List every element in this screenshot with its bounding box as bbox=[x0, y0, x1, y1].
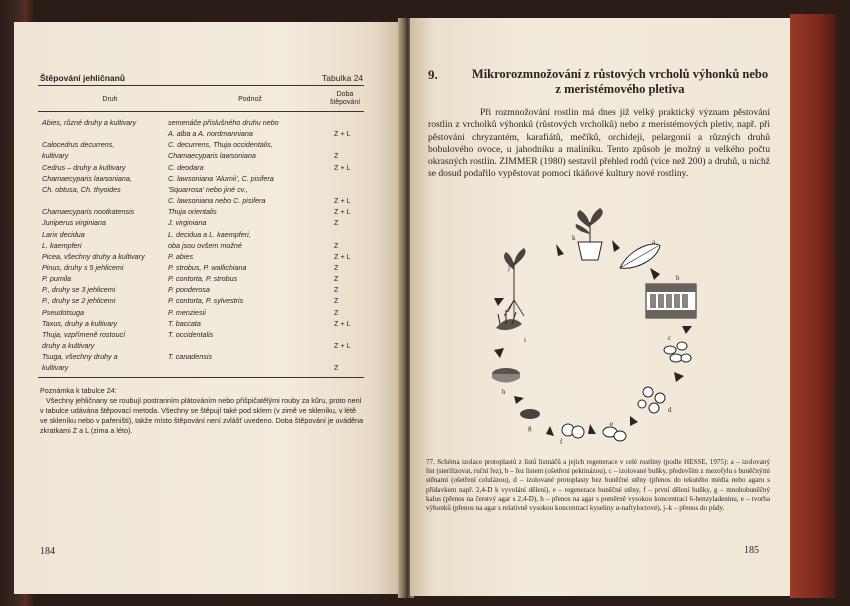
species-cell: Juniperus virginiana bbox=[42, 218, 106, 228]
grafting-time-cell: Z bbox=[334, 240, 339, 250]
diagram-label: h bbox=[502, 388, 506, 396]
table-row bbox=[38, 284, 364, 295]
species-cell: Calocedrus decurrens, bbox=[42, 140, 115, 150]
rootstock-cell: A. alba a A. nordmanniana bbox=[168, 129, 253, 139]
leaf-illustration bbox=[620, 244, 660, 268]
grafting-time-cell: Z bbox=[334, 363, 339, 373]
protoplast-regeneration-diagram bbox=[470, 200, 710, 450]
rootstock-cell: T. baccata bbox=[168, 318, 201, 328]
protoplasts-illustration bbox=[638, 387, 665, 413]
grafting-time-cell: Z bbox=[334, 274, 339, 284]
agar-transfer-illustration bbox=[492, 368, 520, 383]
rootstock-cell: semenáče příslušného druhu nebo bbox=[168, 118, 279, 127]
diagram-label: k bbox=[572, 234, 576, 242]
species-cell: L. kaempferi bbox=[42, 240, 82, 250]
table-row bbox=[38, 329, 364, 340]
rootstock-cell: Thuja orientalis bbox=[168, 207, 217, 217]
figure-caption: 77. Schéma izolace protoplastů z listů listnáčů a jejich regenerace v celé rostliny (podle HESSE, 1975): a – izolovaný list (sterilizovat, ruční řez), b – řez listem (ošetření pektinázou), c – izolované buňky, především z mezofylu s buněčnými stěnami (ošetření celulázou), d – izolované protoplasty bez buněčné stěny (přenos do tekutého média nebo agaru s přídavkem např. 2,4-D k vyvolání dělení), e – regenerace buněčné stěny, f – první dělení buňky, g – mnohobuněčný kalus (přenos na čerstvý agar s 2,4-D), h – přenos na agar s poměrně vysokou koncentrací 6-benzyladeninu, e – tvorba výhonků (přenos na agar s relativně vysokou koncentrací kyseliny α-naftyloctové), j–k – přenos do půdy. bbox=[426, 458, 770, 513]
diagram-label: c bbox=[668, 334, 672, 342]
rootstock-cell: C. decurrens, Thuja occidentalis, bbox=[168, 140, 273, 150]
species-cell: kultivary bbox=[42, 151, 69, 161]
grafting-time-cell: Z + L bbox=[334, 251, 351, 261]
species-cell: Pseudotsuga bbox=[42, 307, 84, 317]
page-number-left: 184 bbox=[40, 546, 55, 557]
table-row bbox=[38, 229, 364, 240]
species-cell: Chamaecyparis lawsoniana, bbox=[42, 173, 132, 183]
table-row bbox=[38, 273, 364, 284]
table-row bbox=[38, 217, 364, 228]
rootstock-cell: P. strobus, P. wallichiana bbox=[168, 262, 247, 272]
table-row bbox=[38, 150, 364, 161]
grafting-time-cell: Z bbox=[334, 151, 339, 161]
header-species: Druh bbox=[102, 96, 118, 103]
species-cell: Abies, různé druhy a kultivary bbox=[42, 118, 137, 127]
chapter-number: 9. bbox=[428, 67, 438, 82]
table-row bbox=[38, 307, 364, 318]
species-cell: Taxus, druhy a kultivary bbox=[42, 318, 118, 328]
header-rootstock: Podnož bbox=[238, 96, 262, 103]
potted-plant-illustration bbox=[576, 208, 603, 260]
rootstock-cell: T. canadensis bbox=[168, 352, 213, 362]
table-note bbox=[40, 386, 365, 436]
species-cell: Ch. obtusa, Ch. thyoides bbox=[42, 184, 121, 194]
callus-illustration bbox=[520, 409, 540, 419]
leaf-section-illustration bbox=[646, 284, 696, 318]
rootstock-cell: P. contorta, P. sylvestris bbox=[168, 296, 244, 306]
diagram-label: i bbox=[524, 336, 526, 344]
table-row bbox=[38, 262, 364, 273]
diagram-label: g bbox=[528, 424, 532, 432]
table-header-rule bbox=[38, 111, 364, 112]
table-bottom-rule bbox=[38, 377, 364, 378]
diagram-label: j bbox=[508, 264, 510, 272]
species-cell: Tsuga, všechny druhy a bbox=[42, 352, 118, 362]
rootstock-cell: oba jsou ovšem možné bbox=[168, 240, 242, 250]
grafting-time-cell: Z + L bbox=[334, 196, 351, 206]
page-number-right: 185 bbox=[744, 545, 759, 556]
species-cell: druhy a kultivary bbox=[42, 341, 95, 350]
plantlet-illustration bbox=[504, 248, 526, 318]
table-row bbox=[38, 351, 364, 362]
table-row bbox=[38, 195, 364, 206]
species-cell: kultivary bbox=[42, 363, 69, 373]
header-grafting-time: Doba štěpování bbox=[329, 91, 361, 106]
table-row bbox=[38, 117, 364, 128]
rootstock-cell: C. deodara bbox=[168, 162, 204, 172]
rootstock-cell: C. lawsoniana nebo C. pisifera bbox=[168, 196, 266, 206]
table-row bbox=[38, 139, 364, 150]
species-cell: Larix decidua bbox=[42, 229, 85, 239]
chapter-title: Mikrorozmnožování z růstových vrcholů výhonků nebo z meristémového pletiva bbox=[471, 67, 769, 96]
rootstock-cell: P. contorta, P. strobus bbox=[168, 274, 238, 284]
table-title: Štěpování jehličnanů bbox=[40, 73, 126, 83]
grafting-time-cell: Z + L bbox=[334, 162, 351, 172]
grafting-time-cell: Z + L bbox=[334, 207, 351, 217]
rootstock-cell: J. virginiana bbox=[168, 218, 207, 228]
table-number: Tabulka 24 bbox=[322, 73, 364, 83]
rootstock-cell: P. menziesii bbox=[168, 307, 206, 317]
rootstock-cell: L. decidua a L. kaempferi, bbox=[168, 229, 251, 239]
chapter-body-text: Při rozmnožování rostlin má dnes již velký praktický význam pěstování rostlin z vrcholků výhonků (růstových vrcholků) nebo z meristémových pletiv, např. při pěstování chryzantém, karafiátů, mečíků, orchidejí, pelargonií a různých druhů bobulového ovoce, u jahodníku a maliníku. Tento způsob je možný u velkého počtu okrasných rostlin. ZIMMER (1980) sestavil přehled rodů (více než 200) a druhů, u nichž se dosud podařilo vypěstovat pomocí tkáňové kultury nové rostliny. bbox=[428, 107, 770, 180]
rootstock-cell: C. lawsoniana 'Alumii', C. pisifera bbox=[168, 173, 274, 183]
species-cell: Chamaecyparis nootkatensis bbox=[42, 207, 135, 217]
table-row bbox=[38, 184, 364, 195]
grafting-time-cell: Z bbox=[334, 307, 339, 317]
grafting-time-cell: Z bbox=[334, 262, 339, 272]
rootstock-cell: P. abies bbox=[168, 251, 194, 261]
isolated-cells-illustration bbox=[664, 342, 691, 362]
grafting-time-cell: Z bbox=[334, 285, 339, 295]
grafting-time-cell: Z + L bbox=[334, 341, 351, 350]
table-row bbox=[38, 173, 364, 184]
diagram-label: e bbox=[610, 420, 614, 428]
table-row bbox=[38, 318, 364, 329]
grafting-time-cell: Z bbox=[334, 218, 339, 228]
species-cell: Picea, všechny druhy a kultivary bbox=[42, 251, 145, 261]
cell-division-illustration bbox=[562, 424, 584, 438]
table-row bbox=[38, 240, 364, 251]
grafting-time-cell: Z + L bbox=[334, 129, 351, 139]
table-row bbox=[38, 162, 364, 173]
species-cell: Cedrus – druhy a kultivary bbox=[42, 162, 126, 172]
diagram-label: d bbox=[668, 406, 672, 414]
rootstock-cell: P. ponderosa bbox=[168, 285, 210, 295]
table-row bbox=[38, 251, 364, 262]
table-row bbox=[38, 128, 364, 139]
rootstock-cell: T. occidentalis bbox=[168, 329, 214, 339]
species-cell: Thuja, vzpřímeně rostoucí bbox=[42, 329, 126, 339]
note-title: Poznámka k tabulce 24: bbox=[40, 386, 117, 395]
table-row bbox=[38, 295, 364, 306]
species-cell: P., druhy se 2 jehlicemi bbox=[42, 296, 116, 306]
species-cell: P. pumila bbox=[42, 274, 72, 284]
diagram-label: b bbox=[676, 274, 680, 282]
species-cell: Pinus, druhy s 5 jehlicemi bbox=[42, 262, 124, 272]
wall-regeneration-illustration bbox=[603, 427, 626, 441]
shoot-formation-illustration bbox=[496, 310, 522, 330]
diagram-label: a bbox=[652, 238, 656, 246]
table-row bbox=[38, 340, 364, 351]
table-row bbox=[38, 206, 364, 217]
rootstock-cell: 'Squarrosa' nebo jiné cv., bbox=[168, 184, 248, 194]
book-cover-edge bbox=[790, 14, 836, 598]
species-cell: P., druhy se 3 jehlicemi bbox=[42, 285, 116, 295]
table-top-rule bbox=[38, 85, 364, 86]
diagram-label: f bbox=[560, 438, 563, 446]
table-row bbox=[38, 362, 364, 373]
rootstock-cell: Chamaecyparis lawsoniana bbox=[168, 151, 256, 161]
grafting-time-cell: Z + L bbox=[334, 318, 351, 328]
note-text: Všechny jehličnany se roubují postranním plátováním nebo přišpičatělými rouby za kůru, proto není v tabulce udávána štěpovací metoda. Všechny se štěpují také pod sklem (v zimě ve skleníku, v létě ve skleníku nebo v pařeništi), takže místo štěpování není zvlášť uvedeno. Doba štěpování je uváděna zkratkami Z a L (zima a léto). bbox=[40, 396, 364, 435]
grafting-time-cell: Z bbox=[334, 296, 339, 306]
